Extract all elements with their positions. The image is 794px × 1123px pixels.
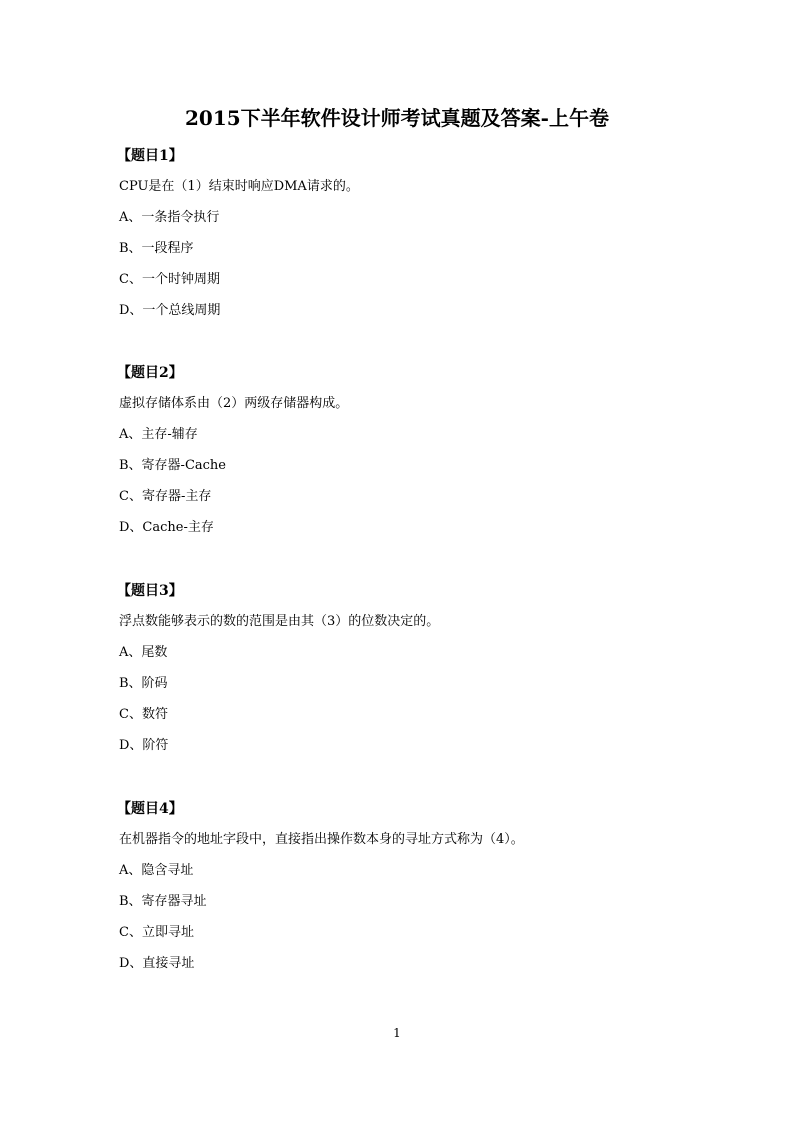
question-block-1 <box>119 146 719 321</box>
option-a: A、一条指令执行 <box>119 210 220 225</box>
question-block-3 <box>119 581 719 756</box>
option-c: C、寄存器-主存 <box>119 489 212 504</box>
question-heading: 【题目3】 <box>117 583 183 599</box>
option-b: B、寄存器寻址 <box>119 894 207 909</box>
question-text: 在机器指令的地址字段中，直接指出操作数本身的寻址方式称为（4）。 <box>119 832 524 847</box>
question-text: CPU是在（1）结束时响应DMA请求的。 <box>119 179 359 194</box>
option-a: A、尾数 <box>119 645 168 660</box>
question-block-4 <box>119 799 719 974</box>
option-d: D、直接寻址 <box>119 956 195 971</box>
document-title: 2015下半年软件设计师考试真题及答案-上午卷 <box>185 106 609 130</box>
page-number: 1 <box>393 1026 401 1040</box>
option-d: D、阶符 <box>119 738 169 753</box>
option-c: C、一个时钟周期 <box>119 272 220 287</box>
question-heading: 【题目2】 <box>117 365 183 381</box>
option-a: A、主存-辅存 <box>119 427 198 442</box>
option-b: B、寄存器-Cache <box>119 458 226 473</box>
question-heading: 【题目1】 <box>117 148 183 164</box>
option-d: D、一个总线周期 <box>119 303 221 318</box>
question-block-2 <box>119 363 719 538</box>
option-c: C、数符 <box>119 707 168 722</box>
question-text: 浮点数能够表示的数的范围是由其（3）的位数决定的。 <box>119 614 440 629</box>
question-text: 虚拟存储体系由（2）两级存储器构成。 <box>119 396 349 411</box>
option-d: D、Cache-主存 <box>119 520 214 535</box>
option-b: B、一段程序 <box>119 241 194 256</box>
option-b: B、阶码 <box>119 676 168 691</box>
question-heading: 【题目4】 <box>117 801 183 817</box>
option-c: C、立即寻址 <box>119 925 194 940</box>
option-a: A、隐含寻址 <box>119 863 194 878</box>
